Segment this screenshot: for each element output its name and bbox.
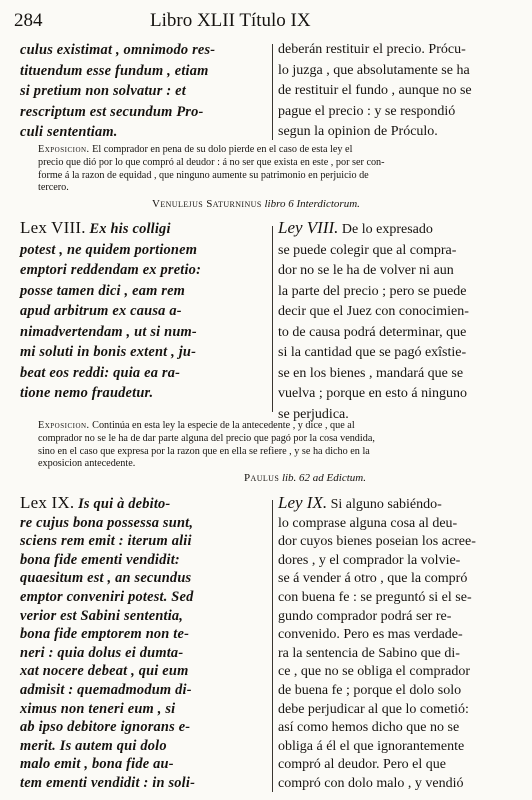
spanish-line: dor no se le ha de volver ni aun (278, 263, 454, 278)
exposicion-note-1 (38, 144, 516, 195)
spanish-line: se puede colegir que al compra- (278, 242, 457, 258)
exposicion-line: tercero. (38, 182, 69, 194)
exposicion-line: sino en el caso que expresa por la razon que en ella se refiere , y se ha dicho en la (38, 445, 370, 457)
ley-label: Ley VIII. (278, 218, 339, 237)
spanish-column-2 (278, 218, 518, 425)
spanish-line: dor cuyos bienes poseian los acree- (278, 534, 476, 550)
spanish-line: la parte del precio ; pero se puede (278, 283, 467, 299)
latin-line: apud arbitrum ex causa a- (20, 303, 182, 319)
spanish-line: segun la opinion de Próculo. (278, 124, 438, 139)
latin-column-2 (20, 218, 268, 404)
spanish-line: así como hemos dicho que no se (278, 720, 460, 736)
spanish-line: lo comprase alguna cosa al deu- (278, 515, 458, 531)
citation-work: lib. 62 ad Edictum. (279, 472, 366, 484)
latin-line: si pretium non solvatur : et (20, 83, 186, 99)
citation-author: Paulus (244, 472, 280, 484)
spanish-line: se á vender á otro , que la compró (278, 571, 468, 587)
spanish-line: decir que el Juez con conocimien- (278, 304, 469, 319)
latin-line: Is qui à debito- (74, 496, 171, 512)
latin-line: merit. Is autem qui dolo (20, 737, 167, 754)
spanish-line: gundo comprador podrá ser re- (278, 608, 452, 624)
spanish-line: compró al deudor. Pero el que (278, 757, 446, 773)
page-header-title: Libro XLII Título IX (150, 10, 311, 31)
latin-line: xat nocere debeat , qui eum (20, 663, 189, 680)
exposicion-line: precio que dió por lo que compró al deudor : á no ser que exista en este , por ser con- (38, 156, 385, 168)
lex-label: Lex VIII. (20, 218, 86, 237)
spanish-line: convenido. Pero es mas verdade- (278, 627, 463, 643)
source-citation-2 (244, 472, 366, 484)
exposicion-line: comprador no se le ha de dar parte alguna del precio que pagó por la cosa vendida, (38, 432, 375, 444)
spanish-line: con buena fe : se preguntó si el se- (278, 589, 472, 605)
latin-column-3 (20, 494, 268, 793)
spanish-line: debe perjudicar al que lo cometió: (278, 701, 469, 717)
exposicion-note-2 (38, 420, 516, 471)
latin-line: quaesitum est , an secundus (20, 570, 192, 587)
latin-line: sciens rem emit : iterum alii (20, 533, 192, 550)
latin-line: culi sententiam. (20, 124, 118, 140)
latin-line: bona fide ementi vendidit: (20, 551, 180, 568)
exposicion-text: El comprador en pena de su dolo pierde en el caso de esta ley el (89, 144, 353, 155)
spanish-line: se en los bienes , mandará que se (278, 365, 464, 381)
latin-line: potest , ne quidem portionem (20, 241, 198, 258)
exposicion-line: forme á la razon de equidad , que ninguno aumente su patrimonio en perjuicio de (38, 169, 369, 181)
spanish-line: ra la sentencia de Sabino que di- (278, 645, 460, 661)
spanish-line: Si alguno sabiéndo- (327, 497, 442, 512)
exposicion-label: Exposicion. (38, 144, 90, 155)
latin-line: verior est Sabini sententia, (20, 607, 184, 624)
column-divider (272, 226, 273, 412)
spanish-line: se perjudica. (278, 406, 349, 422)
exposicion-label: Exposicion. (38, 420, 90, 431)
spanish-line: obliga á él el que ignorantemente (278, 738, 465, 754)
latin-line: emptor conveniri potest. Sed (20, 588, 194, 605)
lex-label: Lex IX. (20, 493, 75, 512)
column-divider (272, 44, 273, 140)
spanish-column-3 (278, 494, 518, 794)
latin-line: admisit : quemadmodum di- (20, 681, 192, 698)
running-head (0, 10, 532, 40)
latin-line: posse tamen dici , eam rem (20, 282, 186, 299)
spanish-line: De lo expresado (338, 222, 433, 237)
spanish-line: deberán restituir el precio. Prócu- (278, 42, 466, 57)
latin-line: Ex his colligi (85, 221, 171, 237)
latin-line: mi soluti in bonis extent , ju- (20, 344, 197, 360)
latin-line: culus existimat , omnimodo res- (20, 42, 216, 58)
latin-line: emptori reddendam ex pretio: (20, 262, 202, 278)
latin-line: tem ementi vendidit : in soli- (20, 774, 196, 791)
ley-label: Ley IX. (278, 493, 328, 512)
source-citation-1 (152, 198, 360, 210)
citation-work: libro 6 Interdictorum. (261, 198, 360, 210)
latin-line: malo emit , bona fide au- (20, 756, 174, 773)
latin-line: ximus non teneri eum , si (20, 700, 176, 717)
spanish-line: pague el precio : y se respondió (278, 103, 456, 119)
latin-line: neri : quia dolus ei dumta- (20, 644, 184, 661)
latin-line: ab ipso debitore ignorans e- (20, 719, 191, 736)
spanish-line: compró con dolo malo , y vendió (278, 775, 464, 791)
latin-line: bona fide emptorem non te- (20, 626, 190, 643)
spanish-line: si la cantidad que se pagó exîstie- (278, 345, 467, 360)
column-divider (272, 500, 273, 792)
spanish-line: lo juzga , que absolutamente se ha (278, 62, 470, 78)
spanish-line: ce , que no se obliga el comprador (278, 664, 471, 680)
spanish-line: dores , y el comprador la volvie- (278, 552, 461, 568)
spanish-column-1 (278, 40, 518, 143)
citation-author: Venulejus Saturninus (152, 198, 262, 210)
spanish-line: de restituir el fundo , aunque no se (278, 83, 472, 98)
latin-line: tituendum esse fundum , etiam (20, 62, 209, 79)
latin-column-1 (20, 40, 268, 143)
latin-line: rescriptum est secundum Pro- (20, 103, 204, 120)
latin-line: beat eos reddi: quia ea ra- (20, 364, 181, 381)
exposicion-line: exposicion antecedente. (38, 458, 136, 470)
latin-line: nimadvertendam , ut si num- (20, 323, 197, 340)
spanish-line: de buena fe ; porque el dolo solo (278, 682, 462, 698)
spanish-line: to de causa podrá determinar, que (278, 324, 467, 340)
spanish-line: vuelva ; porque en esto á ninguno (278, 386, 467, 401)
latin-line: re cujus bona possessa sunt, (20, 514, 194, 531)
latin-line: tione nemo fraudetur. (20, 385, 154, 401)
exposicion-text: Continúa en esta ley la especie de la antecedente , y dice , que al (89, 420, 355, 431)
page-number: 284 (14, 10, 43, 31)
